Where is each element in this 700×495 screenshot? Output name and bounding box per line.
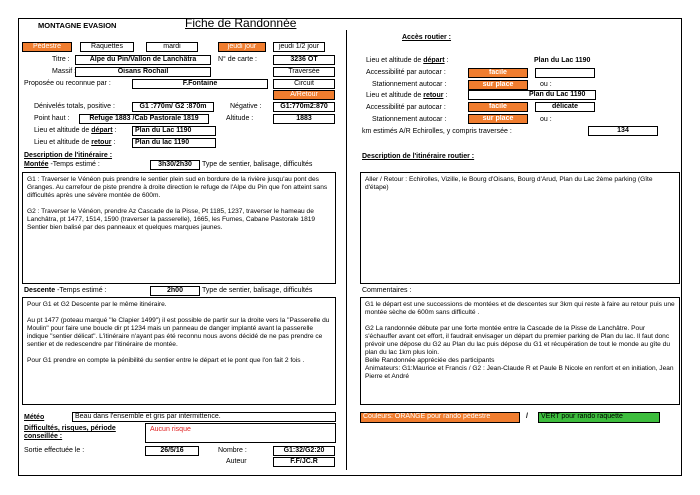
comment-2-text: G2 La randonnée débute par une forte montée entre la Cascade de la Pisse de Lanchâtre. Pour s'échauffer avant cet effort, il faudrait envisager un départ du premier parking de Plan du lac. Il faut donc prévoir une dépose du G2 au Plan du lac puis dépose du G1 et récupération de tout le monde au gîte du plan du lac 1km plus loin. [365, 325, 670, 356]
stat1-label: Stationnement autocar : [372, 81, 447, 88]
km-label: km estimés A/R Echirolles, y compris traversée : [362, 128, 512, 135]
access-ret-c: : [443, 92, 448, 99]
route-heading: Description de l'itinéraire routier : [362, 153, 475, 160]
nombre-label: Nombre : [218, 447, 247, 454]
page-title: Fiche de Randonnée [185, 16, 297, 30]
stat1-value: sur place [468, 80, 528, 90]
risques-label: Difficultés, risques, période conseillée : [24, 425, 116, 440]
day-jeudi-jour: jeudi jour [218, 42, 266, 52]
descente-time: 2h00 [150, 286, 200, 296]
descente-rest: -Temps estimé : [55, 287, 107, 294]
route-text: Aller / Retour : Echirolles, Vizille, le Bourg d'Oisans, Bourg d'Arud, Plan du Lac 2ème parking (Gîte d'étape) [365, 176, 653, 191]
day-jeudi-demi: jeudi 1/2 jour [273, 42, 325, 52]
auteur-label: Auteur [226, 458, 247, 465]
access-ret-a: Lieu et altitude de [366, 92, 424, 99]
montee-p2-text: G2 : Traverser le Vénéon, prendre Az Cascade de la Pisse, Pt 1185, 1237, traverser le hameau de Lanchâtra, pt 1477, 1514, 1590 (traverser la passerelle), 1665, les Fumes, Cabane Pastorale 1819 [27, 208, 316, 223]
descente-p3: Pour G1 prendre en compte la pénibilité du sentier entre le départ et le pont que l'on fait 2 fois . [27, 357, 305, 364]
retour-label-a: Lieu et altitude de [34, 139, 92, 146]
propose-label: Proposée ou reconnue par : [24, 80, 111, 87]
descente-p1: Pour G1 et G2 Descente par le même itinéraire. [27, 301, 167, 308]
montee-line [24, 160, 100, 169]
risques-value: Aucun risque [150, 426, 191, 433]
depart-label-a: Lieu et altitude de [34, 127, 92, 134]
carte-label: N° de carte : [218, 56, 257, 63]
route-description [360, 172, 680, 284]
nombre-value: G1:32/G2:20 [273, 446, 335, 456]
access-depart-label [366, 56, 449, 65]
massif-label: Massif : [52, 68, 77, 75]
montee-p3-text: Sentier bien balisé par des panneaux et quelques marques jaunes. [27, 224, 223, 231]
retour-label-b: retour [91, 139, 112, 146]
itinerary-heading: Description de l'itinéraire : [24, 152, 113, 159]
legend-slash: / [526, 413, 528, 420]
type-pedestre: Pédestre [22, 42, 72, 52]
ou2-label: ou : [540, 116, 552, 123]
access-depart-value: Plan du Lac 1190 [534, 57, 591, 64]
stat2-label: Stationnement autocar : [372, 116, 447, 123]
retour-label [34, 138, 115, 147]
negative-label: Négative : [230, 103, 262, 110]
acc1-value: facile [468, 68, 528, 78]
comments-label: Commentaires : [362, 287, 412, 294]
comment-1: G1 le départ est une successions de montées et de descentes sur 3km qui reste à faire au retour puis une montée sèche de 600m sans difficulté . [365, 301, 675, 316]
acc2-label: Accessibilité par autocar : [366, 104, 446, 111]
retour-value: Plan du lac 1190 [132, 138, 216, 148]
retour-label-c: : [111, 139, 116, 146]
montee-time: 3h30/2h30 [150, 160, 200, 170]
day-mardi: mardi [146, 42, 198, 52]
comments-box [360, 297, 680, 405]
altitude-value: 1883 [273, 114, 335, 124]
descente-line [24, 286, 107, 295]
montee-rest: -Temps estimé : [48, 161, 100, 168]
access-ret-b: retour [423, 92, 444, 99]
acc1-blank [535, 68, 595, 78]
point-label: Point haut : [34, 115, 70, 122]
sortie-label: Sortie effectuée le : [24, 447, 85, 454]
acc2b-value: délicate [535, 102, 595, 112]
montee-p1: G1 : Traverser le Vénéon puis prendre le sentier plein sud en bordure de la rivière jusqu'au pont des Granges. Au carrefour de piste prendre à droite direction le refuge de l'Alpe du Pin que l'on atteint sans difficultés après une sévère montée de 600m. [27, 176, 328, 199]
comment-3-text: Belle Randonnée appréciée des participants [365, 357, 495, 364]
stat2-value: sur place [468, 114, 528, 124]
legend-green: VERT pour rando raquette [538, 412, 660, 423]
depart-value: Plan du Lac 1190 [132, 126, 216, 136]
aretour: A/Retour [273, 90, 335, 100]
auteur-value: F.F/JC.R [273, 457, 335, 467]
montee-description [22, 172, 336, 284]
access-heading: Accès routier : [402, 34, 452, 41]
descente-description [22, 297, 336, 405]
titre-label: Titre : [52, 56, 70, 63]
column-divider [346, 30, 347, 470]
comment-4-text: Animateurs: G1:Maurice et Francis / G2 : Jean-Claude R et Paule B Nicole en renfort et en initiation, Jean Pierre et André [365, 365, 674, 380]
risques-box [145, 423, 336, 443]
comment-2 [365, 325, 675, 381]
access-dep-b: départ [423, 57, 445, 64]
sentier2-label: Type de sentier, balisage, difficultés [202, 287, 313, 294]
access-dep-c: : [444, 57, 449, 64]
acc2-value: facile [468, 102, 528, 112]
km-value: 134 [588, 126, 658, 136]
circuit: Circuit [273, 79, 335, 89]
deniv-value: G1 :770m/ G2 :870m [132, 102, 214, 112]
descente-label: Descente [24, 287, 56, 294]
descente-p2: Au pt 1477 (poteau marqué "le Clapier 1499") il est possible de partir sur la droite vers la "Passerelle du Moulin" pour faire une boucle dir pt 1234 mais un panneau de danger implanté avant la passerelle indique "sentier délicat". L'itinéraire n'ayant pas été reconnu nous avons décidé de ne pas prendre ce sentier et de redescendre par l'itinéraire de montée. [27, 317, 330, 348]
depart-label-c: : [112, 127, 117, 134]
traversee: Traversée [273, 67, 335, 77]
carte-value: 3236 OT [273, 55, 335, 65]
montee-p2 [27, 208, 331, 232]
sentier-label: Type de sentier, balisage, difficultés [202, 161, 313, 168]
propose-value: F.Fontaine [132, 79, 268, 89]
meteo-label: Météo [24, 414, 45, 421]
ou1-label: ou : [540, 81, 552, 88]
legend-orange: Couleurs: ORANGE pour rando pédestre [360, 412, 520, 423]
sortie-value: 26/5/16 [145, 446, 199, 456]
depart-label [34, 126, 117, 135]
massif-value: Oisans Rochail [75, 67, 211, 77]
acc1-label: Accessibilité par autocar : [366, 69, 446, 76]
access-retour-label [366, 91, 447, 100]
altitude-label: Altitude : [226, 115, 254, 122]
access-dep-a: Lieu et altitude de [366, 57, 424, 64]
depart-label-b: départ [91, 127, 113, 134]
titre-value: Alpe du Pin/Vallon de Lanchâtra [75, 55, 211, 65]
org-name: MONTAGNE EVASION [38, 21, 117, 30]
access-retour-value: Plan du Lac 1190 [468, 90, 596, 100]
montee-label: Montée [24, 161, 49, 168]
deniv-label: Dénivelés totals, positive : [34, 103, 115, 110]
type-raquettes: Raquettes [80, 42, 134, 52]
negative-value: G1:770m2:870 [273, 102, 335, 112]
meteo-value: Beau dans l'ensemble et gris par intermittence. [72, 412, 336, 422]
point-value: Refuge 1883 /Cab Pastorale 1819 [79, 114, 209, 124]
